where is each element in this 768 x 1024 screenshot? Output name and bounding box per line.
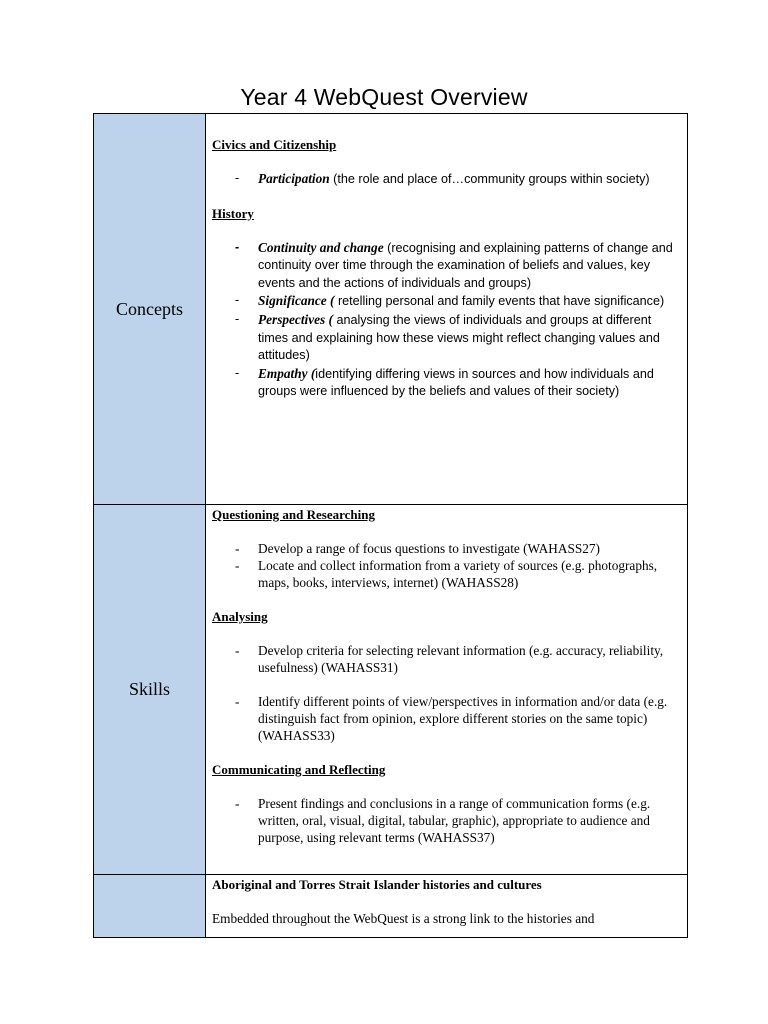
concepts-content [206, 114, 688, 505]
communicating-heading: Communicating and Reflecting [212, 762, 386, 777]
overview-table [93, 113, 688, 938]
questioning-list [212, 540, 679, 591]
concepts-label: Concepts [94, 114, 206, 505]
aboriginal-content [206, 875, 688, 938]
list-item: - Continuity and change (recognising and explaining patterns of change and continuity over time through the examination of beliefs and values, key events and the actions of individuals and groups) [235, 239, 673, 290]
civics-list [212, 170, 679, 189]
list-item: - Participation (the role and place of…community groups within society) [235, 171, 650, 186]
aboriginal-heading: Aboriginal and Torres Strait Islander histories and cultures [212, 877, 542, 892]
aboriginal-label [94, 875, 206, 938]
list-item: - Develop criteria for selecting relevant information (e.g. accuracy, reliability, usefulness) (WAHASS31) [235, 643, 664, 675]
skills-label: Skills [94, 505, 206, 875]
list-item: - Locate and collect information from a variety of sources (e.g. photographs, maps, books, interviews, internet) (WAHASS28) [235, 558, 658, 590]
page-title: Year 4 WebQuest Overview [240, 84, 528, 110]
civics-heading: Civics and Citizenship [212, 137, 337, 152]
aboriginal-text: Embedded throughout the WebQuest is a strong link to the histories and [212, 911, 595, 926]
analysing-list [212, 642, 679, 744]
list-item: - Present findings and conclusions in a range of communication forms (e.g. written, oral, visual, digital, tabular, graphic), appropriate to audience and purpose, using relevant terms (WAHASS37) [235, 796, 651, 845]
history-heading: History [212, 205, 254, 221]
analysing-heading: Analysing [212, 609, 268, 624]
concepts-row [94, 114, 688, 505]
list-item: - Develop a range of focus questions to investigate (WAHASS27) [235, 541, 600, 556]
list-item: - Identify different points of view/perspectives in information and/or data (e.g. distinguish fact from opinion, explore different stories on the same topic) (WAHASS33) [235, 694, 668, 743]
skills-row [94, 505, 688, 875]
list-item: - Empathy (identifying differing views in sources and how individuals and groups were influenced by the beliefs and values of their society) [235, 365, 654, 399]
communicating-list [212, 795, 679, 846]
list-item: - Perspectives ( analysing the views of individuals and groups at different times and explaining how these views might reflect changing values and attitudes) [235, 311, 660, 363]
history-list [212, 239, 679, 401]
questioning-heading: Questioning and Researching [212, 507, 376, 522]
aboriginal-row [94, 875, 688, 938]
list-item: - Significance ( retelling personal and family events that have significance) [235, 293, 665, 309]
skills-content [206, 505, 688, 875]
